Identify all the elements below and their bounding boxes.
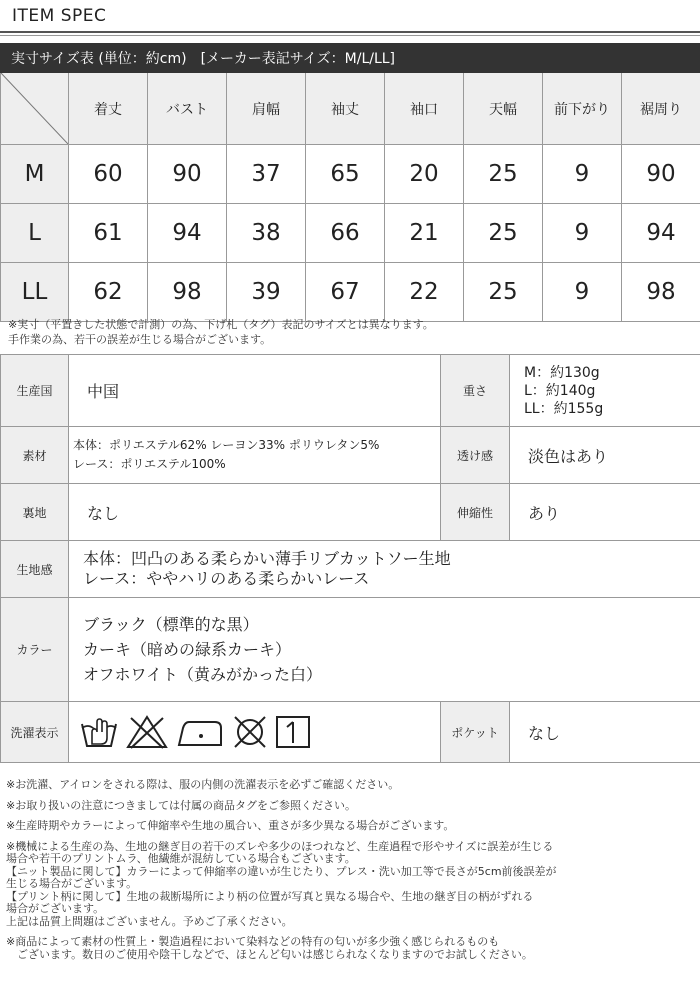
- color-label: カラー: [1, 598, 69, 702]
- size-value: 65: [306, 145, 385, 204]
- note-text: ※お取り扱いの注意につきましては付属の商品タグをご参照ください。: [6, 798, 356, 812]
- section-title: ITEM SPEC: [12, 6, 107, 26]
- stretch-value: あり: [510, 484, 700, 541]
- color-line: ブラック（標準的な黒）: [83, 615, 259, 634]
- size-value: 90: [622, 145, 700, 204]
- note-text: ※お洗濯、アイロンをされる際は、服の内側の洗濯表示を必ずご確認ください。: [6, 778, 400, 791]
- size-value: 9: [543, 204, 622, 263]
- size-row-m: [1, 145, 700, 204]
- care-symbols: [69, 702, 441, 763]
- lining-value: なし: [69, 484, 441, 541]
- care-label: 洗濯表示: [1, 702, 69, 763]
- size-value: 94: [148, 204, 227, 263]
- diagonal-divider: [1, 73, 68, 144]
- stretch-label: 伸縮性: [441, 484, 510, 541]
- spec-row-material: [1, 427, 700, 484]
- spec-header: [0, 0, 700, 34]
- weight-line: L：約140g: [524, 382, 596, 399]
- low-iron-icon: [175, 714, 225, 750]
- size-value: 94: [622, 204, 700, 263]
- size-value: 39: [227, 263, 306, 322]
- sheer-label: 透け感: [441, 427, 510, 484]
- col-header: 肩幅: [227, 73, 306, 145]
- size-value: 61: [69, 204, 148, 263]
- no-tumble-dry-icon: [231, 714, 269, 750]
- color-line: オフホワイト（黄みがかった白）: [83, 665, 323, 684]
- spec-row-care: [1, 702, 700, 763]
- corner-cell: [1, 73, 69, 145]
- note-line: 【プリント柄に関して】生地の裁断場所により柄の位置が写真と異なる場合や、生地の継ぎ目の柄がずれる: [6, 889, 534, 903]
- note-line: ※機械による生産の為、生地の継ぎ目の若干のズレや多少のほつれなど、生産過程で形やサイズに誤差が生じる: [6, 839, 554, 853]
- size-value: 9: [543, 263, 622, 322]
- pocket-label: ポケット: [441, 702, 510, 763]
- col-header: 袖口: [385, 73, 464, 145]
- size-value: 25: [464, 204, 543, 263]
- flat-dry-icon: [275, 714, 311, 750]
- size-value: 37: [227, 145, 306, 204]
- spec-row-color: [1, 598, 700, 702]
- note-line: ございます。数日のご使用や陰干しなどで、ほとんど匂いは感じられなくなりますのでお試しください。: [6, 947, 533, 961]
- size-value: 60: [69, 145, 148, 204]
- col-header: 天幅: [464, 73, 543, 145]
- pocket-value: なし: [510, 702, 700, 763]
- no-bleach-icon: [125, 714, 169, 750]
- spec-row-origin: [1, 355, 700, 427]
- size-table: [0, 43, 700, 322]
- size-value: 62: [69, 263, 148, 322]
- spec-table: [0, 354, 700, 763]
- weight-line: M：約130g: [524, 364, 600, 381]
- size-value: 9: [543, 145, 622, 204]
- size-label: L: [1, 204, 69, 263]
- col-header: 袖丈: [306, 73, 385, 145]
- hand-wash-icon: [79, 714, 119, 750]
- size-note-line: 手作業の為、若干の誤差が生じる場合がございます。: [8, 333, 272, 346]
- notes-section: [6, 779, 696, 969]
- size-value: 38: [227, 204, 306, 263]
- note-line: 場合がございます。: [6, 902, 105, 915]
- size-note-line: ※実寸（平置きした状態で計測）の為、下げ札（タグ）表記のサイズとは異なります。: [8, 318, 434, 331]
- size-value: 21: [385, 204, 464, 263]
- size-value: 22: [385, 263, 464, 322]
- texture-line: 本体：凹凸のある柔らかい薄手リブカットソー生地: [83, 549, 451, 568]
- note-line: 上記は品質上問題はございません。予めご了承ください。: [6, 914, 293, 928]
- origin-label: 生産国: [1, 355, 69, 427]
- spec-row-texture: [1, 541, 700, 598]
- size-label: LL: [1, 263, 69, 322]
- spec-row-lining: [1, 484, 700, 541]
- color-line: カーキ（暗めの緑系カーキ）: [83, 640, 292, 659]
- lining-label: 裏地: [1, 484, 69, 541]
- texture-label: 生地感: [1, 541, 69, 598]
- note-line: 場合や若干のプリントムラ、他繊維が混紡している場合もございます。: [6, 852, 356, 865]
- col-header: 前下がり: [543, 73, 622, 145]
- size-value: 98: [622, 263, 700, 322]
- col-header: 着丈: [69, 73, 148, 145]
- note-block: [6, 936, 696, 961]
- weight-value: [510, 355, 700, 427]
- size-value: 20: [385, 145, 464, 204]
- size-value: 98: [148, 263, 227, 322]
- weight-label: 重さ: [441, 355, 510, 427]
- size-value: 25: [464, 263, 543, 322]
- origin-value: 中国: [69, 355, 441, 427]
- note-block: [6, 841, 696, 929]
- note-line: ※商品によって素材の性質上・製造過程において染料などの特有の匂いが多少強く感じられるものも: [6, 935, 500, 948]
- col-header: バスト: [148, 73, 227, 145]
- note-line: 【ニット製品に関して】カラーによって伸縮率の違いが生じたり、プレス・洗い加工等で長さが5cm前後誤差が: [6, 864, 557, 878]
- col-header: 裾周り: [622, 73, 700, 145]
- size-value: 67: [306, 263, 385, 322]
- color-value: [69, 598, 700, 702]
- material-line: レース：ポリエステル100%: [73, 457, 226, 471]
- size-label: M: [1, 145, 69, 204]
- size-row-l: [1, 204, 700, 263]
- texture-value: [69, 541, 700, 598]
- size-table-header: [1, 73, 700, 145]
- note-line: 生じる場合がございます。: [6, 877, 138, 890]
- header-rule-thin: [0, 35, 700, 36]
- size-table-caption: 実寸サイズ表 (単位：約cm) [メーカー表記サイズ：M/L/LL]: [1, 44, 700, 73]
- weight-line: LL：約155g: [524, 400, 604, 417]
- texture-line: レース：ややハリのある柔らかいレース: [83, 569, 370, 588]
- size-row-ll: [1, 263, 700, 322]
- material-value: [69, 427, 441, 484]
- sheer-value: 淡色はあり: [510, 427, 700, 484]
- material-label: 素材: [1, 427, 69, 484]
- header-rule: [0, 31, 700, 33]
- size-value: 66: [306, 204, 385, 263]
- note-text: ※生産時期やカラーによって伸縮率や生地の風合い、重さが多少異なる場合がございます。: [6, 819, 455, 832]
- size-note: [8, 317, 434, 347]
- size-value: 90: [148, 145, 227, 204]
- material-line: 本体：ポリエステル62% レーヨン33% ポリウレタン5%: [73, 438, 380, 452]
- size-value: 25: [464, 145, 543, 204]
